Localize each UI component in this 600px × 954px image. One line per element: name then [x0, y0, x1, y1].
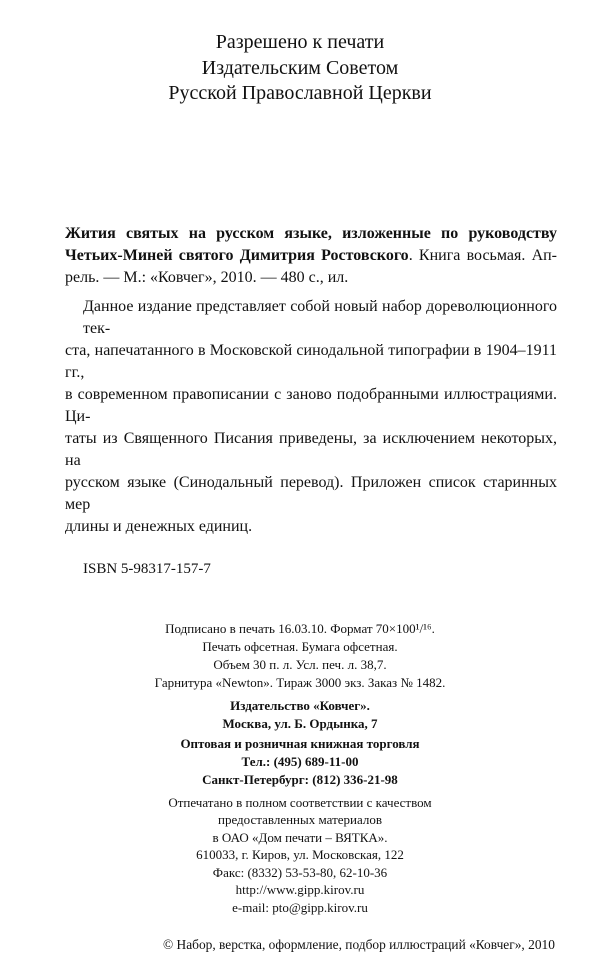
title-line [65, 267, 557, 289]
annotation-line: Данное издание представляет собой новый набор дореволюционного тек- [83, 297, 557, 337]
printer-line: Отпечатано в полном соответствии с качеством [168, 794, 432, 810]
annotation-line: русском языке (Синодальный перевод). Приложен список старинных мер [65, 473, 557, 513]
book-title: Жития святых на русском языке, изложенные по руководству [65, 224, 557, 242]
printer-line: в ОАО «Дом печати – ВЯТКА». [212, 829, 388, 845]
imprint-line: Гарнитура «Newton». Тираж 3000 экз. Заказ № 1482. [154, 674, 446, 690]
publisher-line: Издательство «Ковчег». [230, 697, 370, 713]
isbn: ISBN 5-98317-157-7 [83, 560, 211, 577]
sales-line: Оптовая и розничная книжная торговля [180, 735, 420, 751]
printer-line: 610033, г. Киров, ул. Московская, 122 [196, 847, 404, 862]
annotation-line: таты из Священного Писания приведены, за исключением некоторых, на [65, 429, 557, 469]
title-block [0, 223, 600, 289]
book-title: Четьих-Миней святого Димитрия Ростовского [65, 246, 409, 264]
imprint-block [0, 620, 600, 692]
approval-line: Русской Православной Церкви [168, 82, 432, 104]
annotation-line: ста, напечатанного в Московской синодальной типографии в 1904–1911 гг., [65, 341, 557, 381]
title-line [65, 245, 557, 267]
sales-block [0, 735, 600, 789]
sales-line: Санкт-Петербург: (812) 336-21-98 [202, 771, 398, 787]
publisher-line: Москва, ул. Б. Ордынка, 7 [222, 715, 378, 731]
approval-line: Разрешено к печати [215, 31, 385, 53]
title-line [65, 223, 557, 245]
approval-line: Издательским Советом [201, 56, 399, 79]
printer-line: предоставленных материалов [218, 812, 382, 827]
copyright-notice: © Набор, верстка, оформление, подбор иллюстраций «Ковчег», 2010 [163, 937, 555, 952]
annotation-line: в современном правописании с заново подобранными иллюстрациями. Ци- [65, 385, 557, 425]
publisher-block [0, 697, 600, 733]
sales-line: Тел.: (495) 689-11-00 [241, 753, 359, 769]
book-description: рель. — М.: «Ковчег», 2010. — 480 с., ил. [65, 268, 349, 286]
printer-url[interactable]: http://www.gipp.kirov.ru [235, 882, 365, 897]
imprint-line: Подписано в печать 16.03.10. Формат 70×100¹/¹⁶. [165, 620, 435, 636]
imprint-line: Печать офсетная. Бумага офсетная. [202, 638, 398, 654]
printer-block [0, 794, 600, 917]
imprint-line: Объем 30 п. л. Усл. печ. л. 38,7. [213, 656, 387, 672]
approval-block [0, 30, 600, 107]
printer-line: Факс: (8332) 53-53-80, 62-10-36 [212, 864, 388, 880]
book-description: . Книга восьмая. Ап- [408, 246, 558, 264]
printer-email[interactable]: e-mail: pto@gipp.kirov.ru [232, 899, 368, 915]
annotation-block [0, 296, 600, 538]
annotation-line: длины и денежных единиц. [65, 517, 253, 535]
